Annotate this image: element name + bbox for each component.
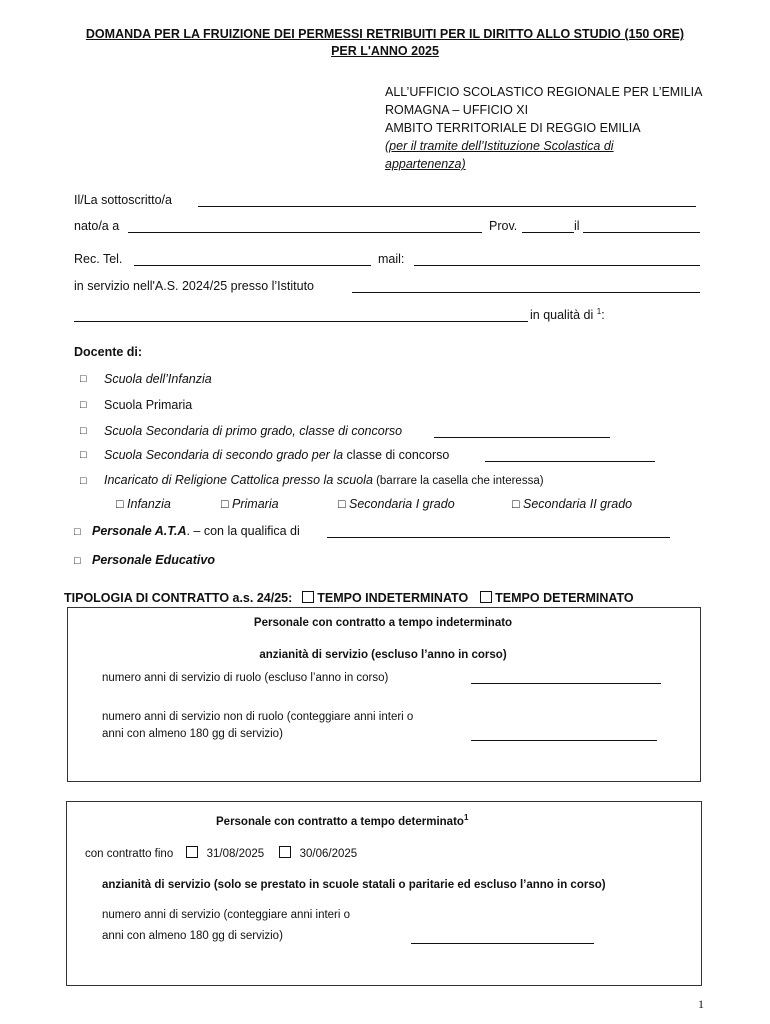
label-servizio: in servizio nell'A.S. 2024/25 presso l’Istituto: [74, 279, 315, 293]
input-sottoscritto[interactable]: [198, 206, 696, 207]
box-det-anzianita: anzianità di servizio (solo se prestato in scuole statali o paritarie ed escluso l’anno in corso): [102, 879, 606, 891]
title-line-1: DOMANDA PER LA FRUIZIONE DEI PERMESSI RETRIBUITI PER IL DIRITTO ALLO STUDIO (150 ORE): [85, 27, 685, 41]
label-religione: Incaricato di Religione Cattolica presso la scuola (barrare la casella che interessa): [104, 473, 544, 487]
input-anni-det[interactable]: [411, 943, 594, 944]
input-il[interactable]: [583, 232, 700, 233]
label-sec1: Scuola Secondaria di primo grado, classe di concorso: [104, 424, 403, 438]
page-number: 1: [698, 997, 704, 1011]
recipient-line-3: AMBITO TERRITORIALE DI REGGIO EMILIA: [385, 121, 641, 135]
label-fino: con contratto fino: [85, 848, 174, 860]
input-classe-sec1[interactable]: [434, 437, 610, 438]
option-primaria[interactable]: □ Primaria: [221, 497, 279, 511]
label-determinato: TEMPO DETERMINATO: [495, 591, 634, 605]
box-indet-anzianita: anzianità di servizio (escluso l’anno in corso): [259, 649, 507, 661]
label-mail: mail:: [378, 252, 405, 266]
input-mail[interactable]: [414, 265, 700, 266]
box-det-title: Personale con contratto a tempo determinato$^1$: [216, 813, 469, 828]
option-sec2[interactable]: □ Secondaria II grado: [512, 497, 633, 511]
label-primaria: Scuola Primaria: [104, 398, 193, 412]
checkbox-indeterminato[interactable]: [302, 591, 314, 603]
input-istituto-cont[interactable]: [74, 321, 528, 322]
checkbox-date2[interactable]: [279, 846, 291, 858]
label-educativo: Personale Educativo: [92, 553, 215, 567]
label-ata: Personale A.T.A. – con la qualifica di: [92, 524, 300, 538]
input-anni-ruolo[interactable]: [471, 683, 661, 684]
title-line-2: PER L'ANNO 2025: [331, 44, 439, 58]
input-qualifica[interactable]: [327, 537, 670, 538]
input-nato[interactable]: [128, 232, 482, 233]
label-sec2: Scuola Secondaria di secondo grado per la classe di concorso: [104, 448, 450, 462]
option-sec1[interactable]: □ Secondaria I grado: [338, 497, 455, 511]
label-infanzia: Scuola dell’Infanzia: [104, 372, 212, 386]
label-date2: 30/06/2025: [299, 848, 358, 860]
label-anni-ruolo: numero anni di servizio di ruolo (escluso l’anno in corso): [102, 672, 389, 684]
checkbox-ata[interactable]: □: [74, 526, 81, 538]
input-prov[interactable]: [522, 232, 574, 233]
label-sottoscritto: Il/La sottoscritto/a: [74, 193, 172, 207]
input-istituto[interactable]: [352, 292, 700, 293]
checkbox-date1[interactable]: [186, 846, 198, 858]
recipient-line-2: ROMAGNA – UFFICIO XI: [385, 103, 529, 117]
input-classe-sec2[interactable]: [485, 461, 655, 462]
checkbox-sec1[interactable]: □: [80, 425, 87, 437]
recipient-line-4: (per il tramite dell’Istituzione Scolastica di: [385, 139, 614, 153]
checkbox-religione[interactable]: □: [80, 475, 87, 487]
box-indet-title: Personale con contratto a tempo indeterminato: [253, 617, 513, 629]
recipient-line-5: appartenenza): [385, 157, 466, 171]
contratto-row: [64, 591, 634, 605]
checkbox-sec2[interactable]: □: [80, 449, 87, 461]
label-indeterminato: TEMPO INDETERMINATO: [317, 591, 469, 605]
label-nato: nato/a a: [74, 219, 120, 233]
checkbox-determinato[interactable]: [480, 591, 492, 603]
checkbox-educativo[interactable]: □: [74, 555, 81, 567]
contratto-fino-row: [85, 846, 357, 860]
label-date1: 31/08/2025: [206, 848, 265, 860]
label-prov: Prov.: [489, 219, 518, 233]
checkbox-primaria[interactable]: □: [80, 399, 87, 411]
option-infanzia[interactable]: □ Infanzia: [116, 497, 171, 511]
contratto-label: TIPOLOGIA DI CONTRATTO a.s. 24/25:: [64, 591, 293, 605]
box-indeterminato: [67, 607, 701, 782]
label-qualita: in qualità di $^1$:: [530, 307, 605, 323]
docente-heading: Docente di:: [74, 345, 143, 359]
label-il: il: [574, 219, 580, 233]
label-anni-non-ruolo-1: numero anni di servizio non di ruolo (conteggiare anni interi o: [102, 711, 414, 723]
label-anni-det-1: numero anni di servizio (conteggiare anni interi o: [102, 909, 351, 921]
input-anni-non-ruolo[interactable]: [471, 740, 657, 741]
input-tel[interactable]: [134, 265, 371, 266]
box-determinato: [66, 801, 702, 986]
checkbox-infanzia[interactable]: □: [80, 373, 87, 385]
recipient-line-1: ALL’UFFICIO SCOLASTICO REGIONALE PER L’EMILIA: [385, 85, 703, 99]
label-tel: Rec. Tel.: [74, 252, 123, 266]
label-anni-det-2: anni con almeno 180 gg di servizio): [102, 930, 283, 942]
label-anni-non-ruolo-2: anni con almeno 180 gg di servizio): [102, 728, 283, 740]
